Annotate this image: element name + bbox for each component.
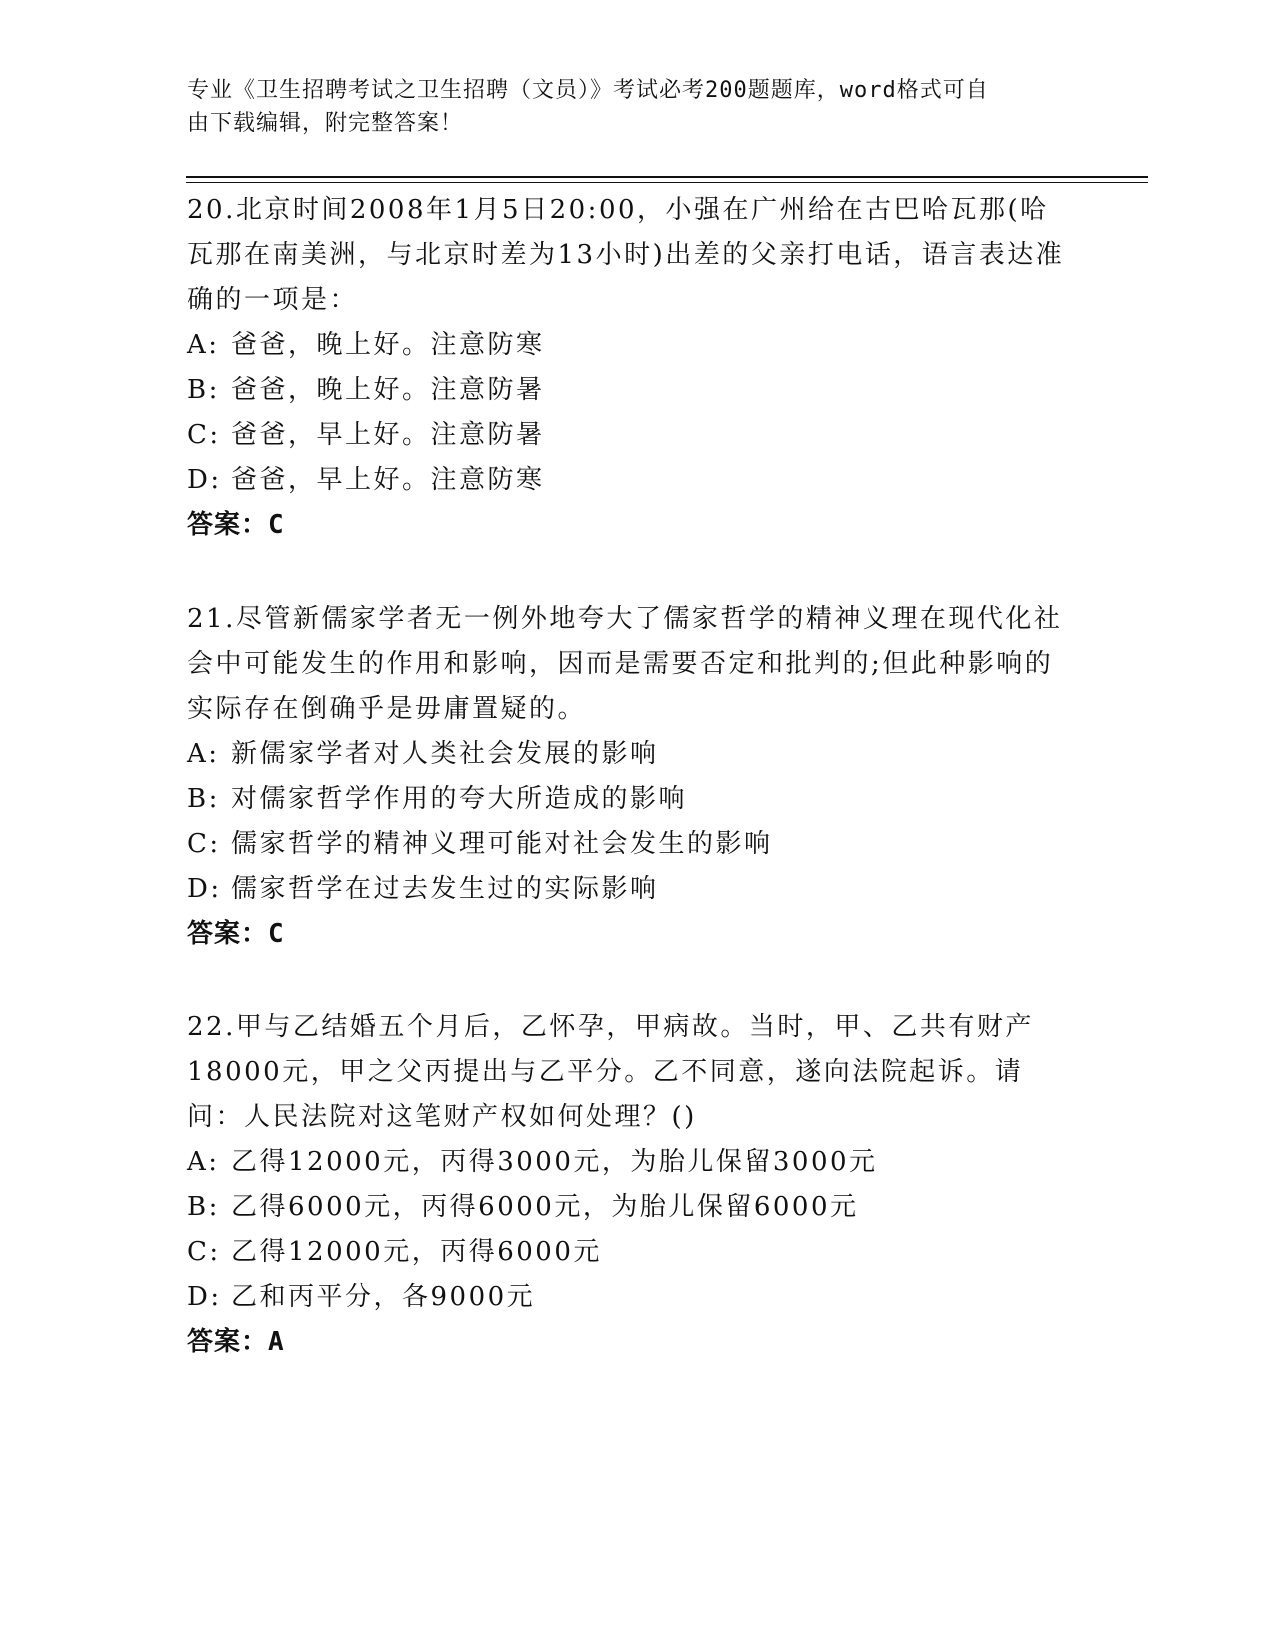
option-b: [187, 1185, 1077, 1230]
option-letter: C:: [187, 829, 221, 859]
option-letter: B:: [187, 375, 220, 405]
option-letter: C:: [187, 1237, 221, 1267]
option-letter: B:: [187, 784, 220, 814]
option-letter: A:: [187, 1147, 220, 1177]
option-b: [187, 777, 1077, 822]
option-c: [187, 1230, 1077, 1275]
option-letter: B:: [187, 1192, 220, 1222]
option-a: [187, 732, 1077, 777]
option-text: 爸爸，晚上好。注意防寒: [231, 330, 545, 360]
option-text: 儒家哲学在过去发生过的实际影响: [231, 874, 659, 904]
question-21: [187, 597, 1077, 957]
option-text: 对儒家哲学作用的夸大所造成的影响: [231, 784, 688, 814]
question-text: 22.甲与乙结婚五个月后，乙怀孕，甲病故。当时，甲、乙共有财产18000元，甲之父丙提出与乙平分。乙不同意，遂向法院起诉。请问：人民法院对这笔财产权如何处理？(): [187, 1012, 1034, 1132]
option-a: [187, 1140, 1077, 1185]
option-list: [187, 732, 1077, 912]
header-line-1: 专业《卫生招聘考试之卫生招聘（文员）》考试必考200题题库，word格式可自: [187, 78, 989, 103]
option-text: 儒家哲学的精神义理可能对社会发生的影响: [231, 829, 773, 859]
option-c: [187, 413, 1077, 458]
option-text: 乙和丙平分，各9000元: [231, 1282, 536, 1312]
answer-line: 答案：C: [187, 510, 285, 540]
header-divider-thick: [186, 176, 1148, 178]
option-a: [187, 323, 1077, 368]
option-text: 乙得12000元，丙得3000元，为胎儿保留3000元: [231, 1147, 878, 1177]
question-20: [187, 188, 1077, 548]
option-c: [187, 822, 1077, 867]
document-header: [187, 74, 1087, 140]
option-d: [187, 458, 1077, 503]
option-letter: D:: [187, 1282, 222, 1312]
option-text: 乙得12000元，丙得6000元: [231, 1237, 602, 1267]
option-text: 爸爸，晚上好。注意防暑: [231, 375, 545, 405]
option-list: [187, 323, 1077, 503]
question-text: 21.尽管新儒家学者无一例外地夸大了儒家哲学的精神义理在现代化社会中可能发生的作用和影响，因而是需要否定和批判的;但此种影响的实际存在倒确乎是毋庸置疑的。: [187, 604, 1063, 724]
option-d: [187, 1275, 1077, 1320]
option-text: 乙得6000元，丙得6000元，为胎儿保留6000元: [231, 1192, 859, 1222]
option-letter: D:: [187, 465, 222, 495]
question-text: 20.北京时间2008年1月5日20:00，小强在广州给在古巴哈瓦那(哈瓦那在南美洲，与北京时差为13小时)出差的父亲打电话，语言表达准确的一项是：: [187, 195, 1065, 315]
question-22: [187, 1005, 1077, 1365]
option-text: 新儒家学者对人类社会发展的影响: [231, 739, 659, 769]
option-b: [187, 368, 1077, 413]
option-letter: A:: [187, 330, 220, 360]
answer-line: 答案：C: [187, 919, 285, 949]
option-d: [187, 867, 1077, 912]
option-text: 爸爸，早上好。注意防暑: [231, 420, 545, 450]
option-text: 爸爸，早上好。注意防寒: [231, 465, 545, 495]
header-divider-thin: [186, 182, 1148, 183]
option-letter: C:: [187, 420, 221, 450]
option-letter: D:: [187, 874, 222, 904]
option-list: [187, 1140, 1077, 1320]
header-line-2: 由下载编辑，附完整答案！: [187, 111, 464, 136]
option-letter: A:: [187, 739, 220, 769]
answer-line: 答案：A: [187, 1327, 285, 1357]
